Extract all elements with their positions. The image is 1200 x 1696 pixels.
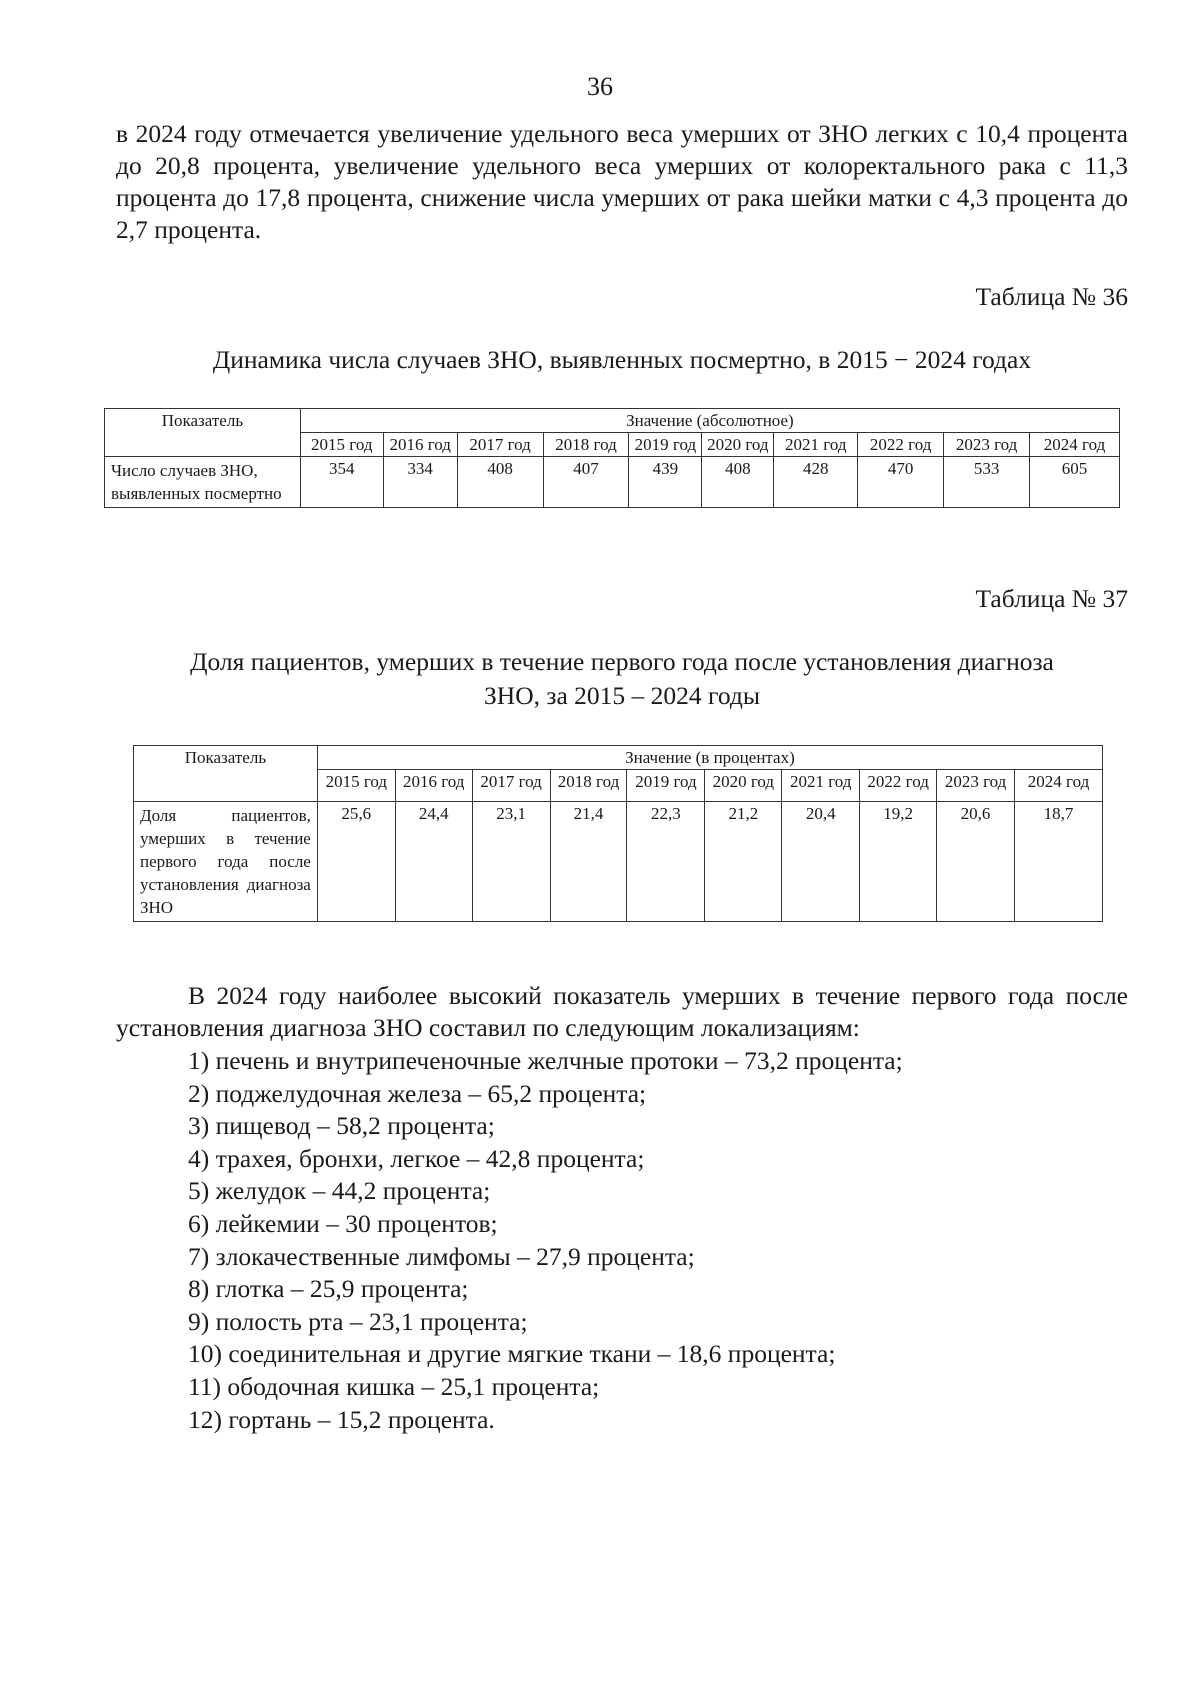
- table-37: [133, 745, 1103, 922]
- table-cell: 21,4: [550, 802, 627, 922]
- year-header: 2022 год: [860, 770, 937, 802]
- table-cell: 20,4: [782, 802, 860, 922]
- list-item: 10) соединительная и другие мягкие ткани – 18,6 процента;: [188, 1339, 836, 1369]
- list-item: 1) печень и внутрипеченочные желчные протоки – 73,2 процента;: [188, 1046, 903, 1075]
- table-36-label: Таблица № 36: [975, 282, 1128, 311]
- table-cell: 20,6: [937, 802, 1015, 922]
- table-cell: 605: [1030, 457, 1120, 508]
- year-header: 2021 год: [782, 770, 860, 802]
- table-cell: 354: [300, 457, 383, 508]
- row-name: Доля пациентов, умерших в течение первого года после установления диагноза ЗНО: [134, 802, 318, 922]
- year-header: 2016 год: [383, 433, 457, 457]
- table-cell: 470: [858, 457, 944, 508]
- table-37-title-line2: ЗНО, за 2015 – 2024 годы: [484, 681, 760, 710]
- table-row: [134, 802, 1103, 922]
- table-cell: 334: [383, 457, 457, 508]
- table-37-title-line1: Доля пациентов, умерших в течение первого года после установления диагноза: [190, 647, 1054, 676]
- year-header: 2017 год: [472, 770, 550, 802]
- list-item: 3) пищевод – 58,2 процента;: [188, 1111, 495, 1141]
- table-cell: 19,2: [860, 802, 937, 922]
- list-item: 12) гортань – 15,2 процента.: [188, 1404, 495, 1434]
- table-cell: 23,1: [472, 802, 550, 922]
- list-item: 11) ободочная кишка – 25,1 процента;: [188, 1371, 600, 1401]
- year-header: 2022 год: [858, 433, 944, 457]
- table-cell: 439: [629, 457, 702, 508]
- table-cell: 408: [457, 457, 543, 508]
- list-item: 8) глотка – 25,9 процента;: [188, 1274, 469, 1304]
- year-header: 2018 год: [550, 770, 627, 802]
- table-cell: 408: [702, 457, 774, 508]
- indicator-header: Показатель: [105, 409, 301, 457]
- table-cell: 18,7: [1015, 802, 1103, 922]
- table-37-label: Таблица № 37: [975, 584, 1128, 613]
- list-item: 2) поджелудочная железа – 65,2 процента;: [188, 1078, 647, 1108]
- page-number: 36: [587, 72, 613, 101]
- year-header: 2019 год: [629, 433, 702, 457]
- summary-paragraph: В 2024 году наиболее высокий показатель умерших в течение первого года после установления диагноза ЗНО составил по следующим локализациям:: [116, 981, 1128, 1042]
- table-36-title: Динамика числа случаев ЗНО, выявленных посмертно, в 2015 − 2024 годах: [212, 345, 1032, 374]
- year-header: 2018 год: [543, 433, 629, 457]
- list-item: 6) лейкемии – 30 процентов;: [188, 1208, 498, 1238]
- row-name: Число случаев ЗНО, выявленных посмертно: [105, 457, 301, 508]
- year-header: 2023 год: [944, 433, 1030, 457]
- year-header: 2019 год: [627, 770, 705, 802]
- table-cell: 21,2: [705, 802, 782, 922]
- year-header: 2015 год: [300, 433, 383, 457]
- list-item: 7) злокачественные лимфомы – 27,9 процента;: [188, 1241, 695, 1271]
- table-row: [105, 457, 1120, 508]
- table-36: [104, 408, 1120, 508]
- table-cell: 24,4: [395, 802, 472, 922]
- year-header: 2020 год: [705, 770, 782, 802]
- year-header: 2015 год: [317, 770, 395, 802]
- year-header: 2016 год: [395, 770, 472, 802]
- indicator-header: Показатель: [134, 746, 318, 802]
- table-cell: 22,3: [627, 802, 705, 922]
- list-item: 4) трахея, бронхи, легкое – 42,8 процента;: [188, 1143, 645, 1173]
- value-header: Значение (абсолютное): [300, 409, 1119, 433]
- year-header: 2024 год: [1030, 433, 1120, 457]
- list-item: 9) полость рта – 23,1 процента;: [188, 1306, 528, 1336]
- year-header: 2023 год: [937, 770, 1015, 802]
- intro-paragraph: в 2024 году отмечается увеличение удельного веса умерших от ЗНО легких с 10,4 процента до 20,8 процента, увеличение удельного веса умерших от колоректального рака с 11,3 процента до 17,8 процента, снижение числа умерших от рака шейки матки с 4,3 процента до 2,7 процента.: [116, 119, 1128, 244]
- table-cell: 533: [944, 457, 1030, 508]
- localization-list: [188, 1045, 903, 1436]
- year-header: 2017 год: [457, 433, 543, 457]
- value-header: Значение (в процентах): [317, 746, 1102, 770]
- year-header: 2021 год: [774, 433, 858, 457]
- year-header: 2024 год: [1015, 770, 1103, 802]
- table-cell: 428: [774, 457, 858, 508]
- table-cell: 25,6: [317, 802, 395, 922]
- year-header: 2020 год: [702, 433, 774, 457]
- table-cell: 407: [543, 457, 629, 508]
- list-item: 5) желудок – 44,2 процента;: [188, 1176, 491, 1206]
